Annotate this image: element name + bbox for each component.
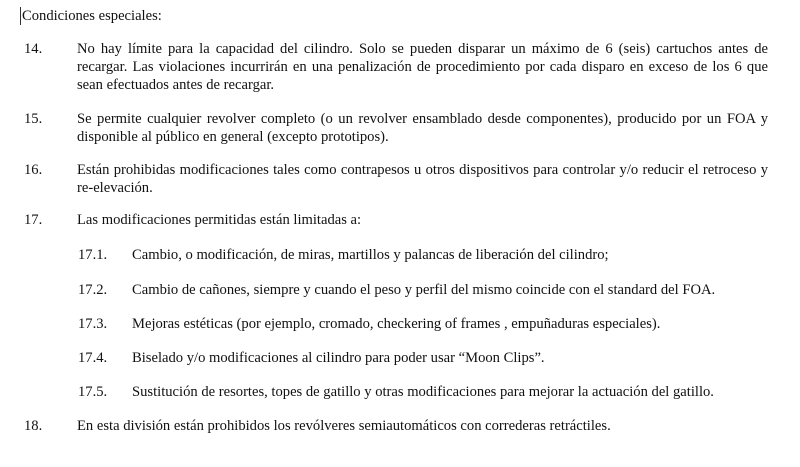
subrule-number: 17.2. (78, 282, 108, 298)
subrule-text: Biselado y/o modificaciones al cilindro para poder usar “Moon Clips”. (132, 350, 545, 366)
rule-number: 16. (24, 162, 43, 178)
subrule-number: 17.1. (78, 247, 108, 263)
rule-text: Las modificaciones permitidas están limitadas a: (77, 212, 362, 228)
rule-number: 14. (24, 41, 43, 57)
subrule-number: 17.3. (78, 316, 108, 332)
subrule-text: Cambio, o modificación, de miras, martillos y palancas de liberación del cilindro; (132, 247, 609, 263)
subrule-number: 17.5. (78, 384, 108, 400)
rule-text: En esta división están prohibidos los revólveres semiautomáticos con correderas retráctiles. (77, 418, 611, 434)
rule-number: 15. (24, 111, 43, 127)
section-heading: Condiciones especiales: (22, 8, 162, 24)
rule-number: 17. (24, 212, 43, 228)
subrule-text: Mejoras estéticas (por ejemplo, cromado, checkering of frames , empuñaduras especiales). (132, 316, 661, 332)
rule-text: No hay límite para la capacidad del cilindro. Solo se pueden disparar un máximo de 6 (seis) cartuchos antes de recargar. Las violaciones incurrirán en una penalización de procedimiento por cada disparo en exceso de los 6 que sean efectuados antes de recargar. (77, 41, 768, 93)
rule-number: 18. (24, 418, 43, 434)
rule-text: Se permite cualquier revolver completo (o un revolver ensamblado desde componentes), producido por un FOA y disponible al público en general (excepto prototipos). (77, 111, 768, 145)
subrule-text: Sustitución de resortes, topes de gatillo y otras modificaciones para mejorar la actuación del gatillo. (132, 384, 714, 400)
subrule-number: 17.4. (78, 350, 108, 366)
rule-text: Están prohibidas modificaciones tales como contrapesos u otros dispositivos para controlar y/o reducir el retroceso y re-elevación. (77, 162, 768, 196)
subrule-text: Cambio de cañones, siempre y cuando el peso y perfil del mismo coincide con el standard del FOA. (132, 282, 716, 298)
